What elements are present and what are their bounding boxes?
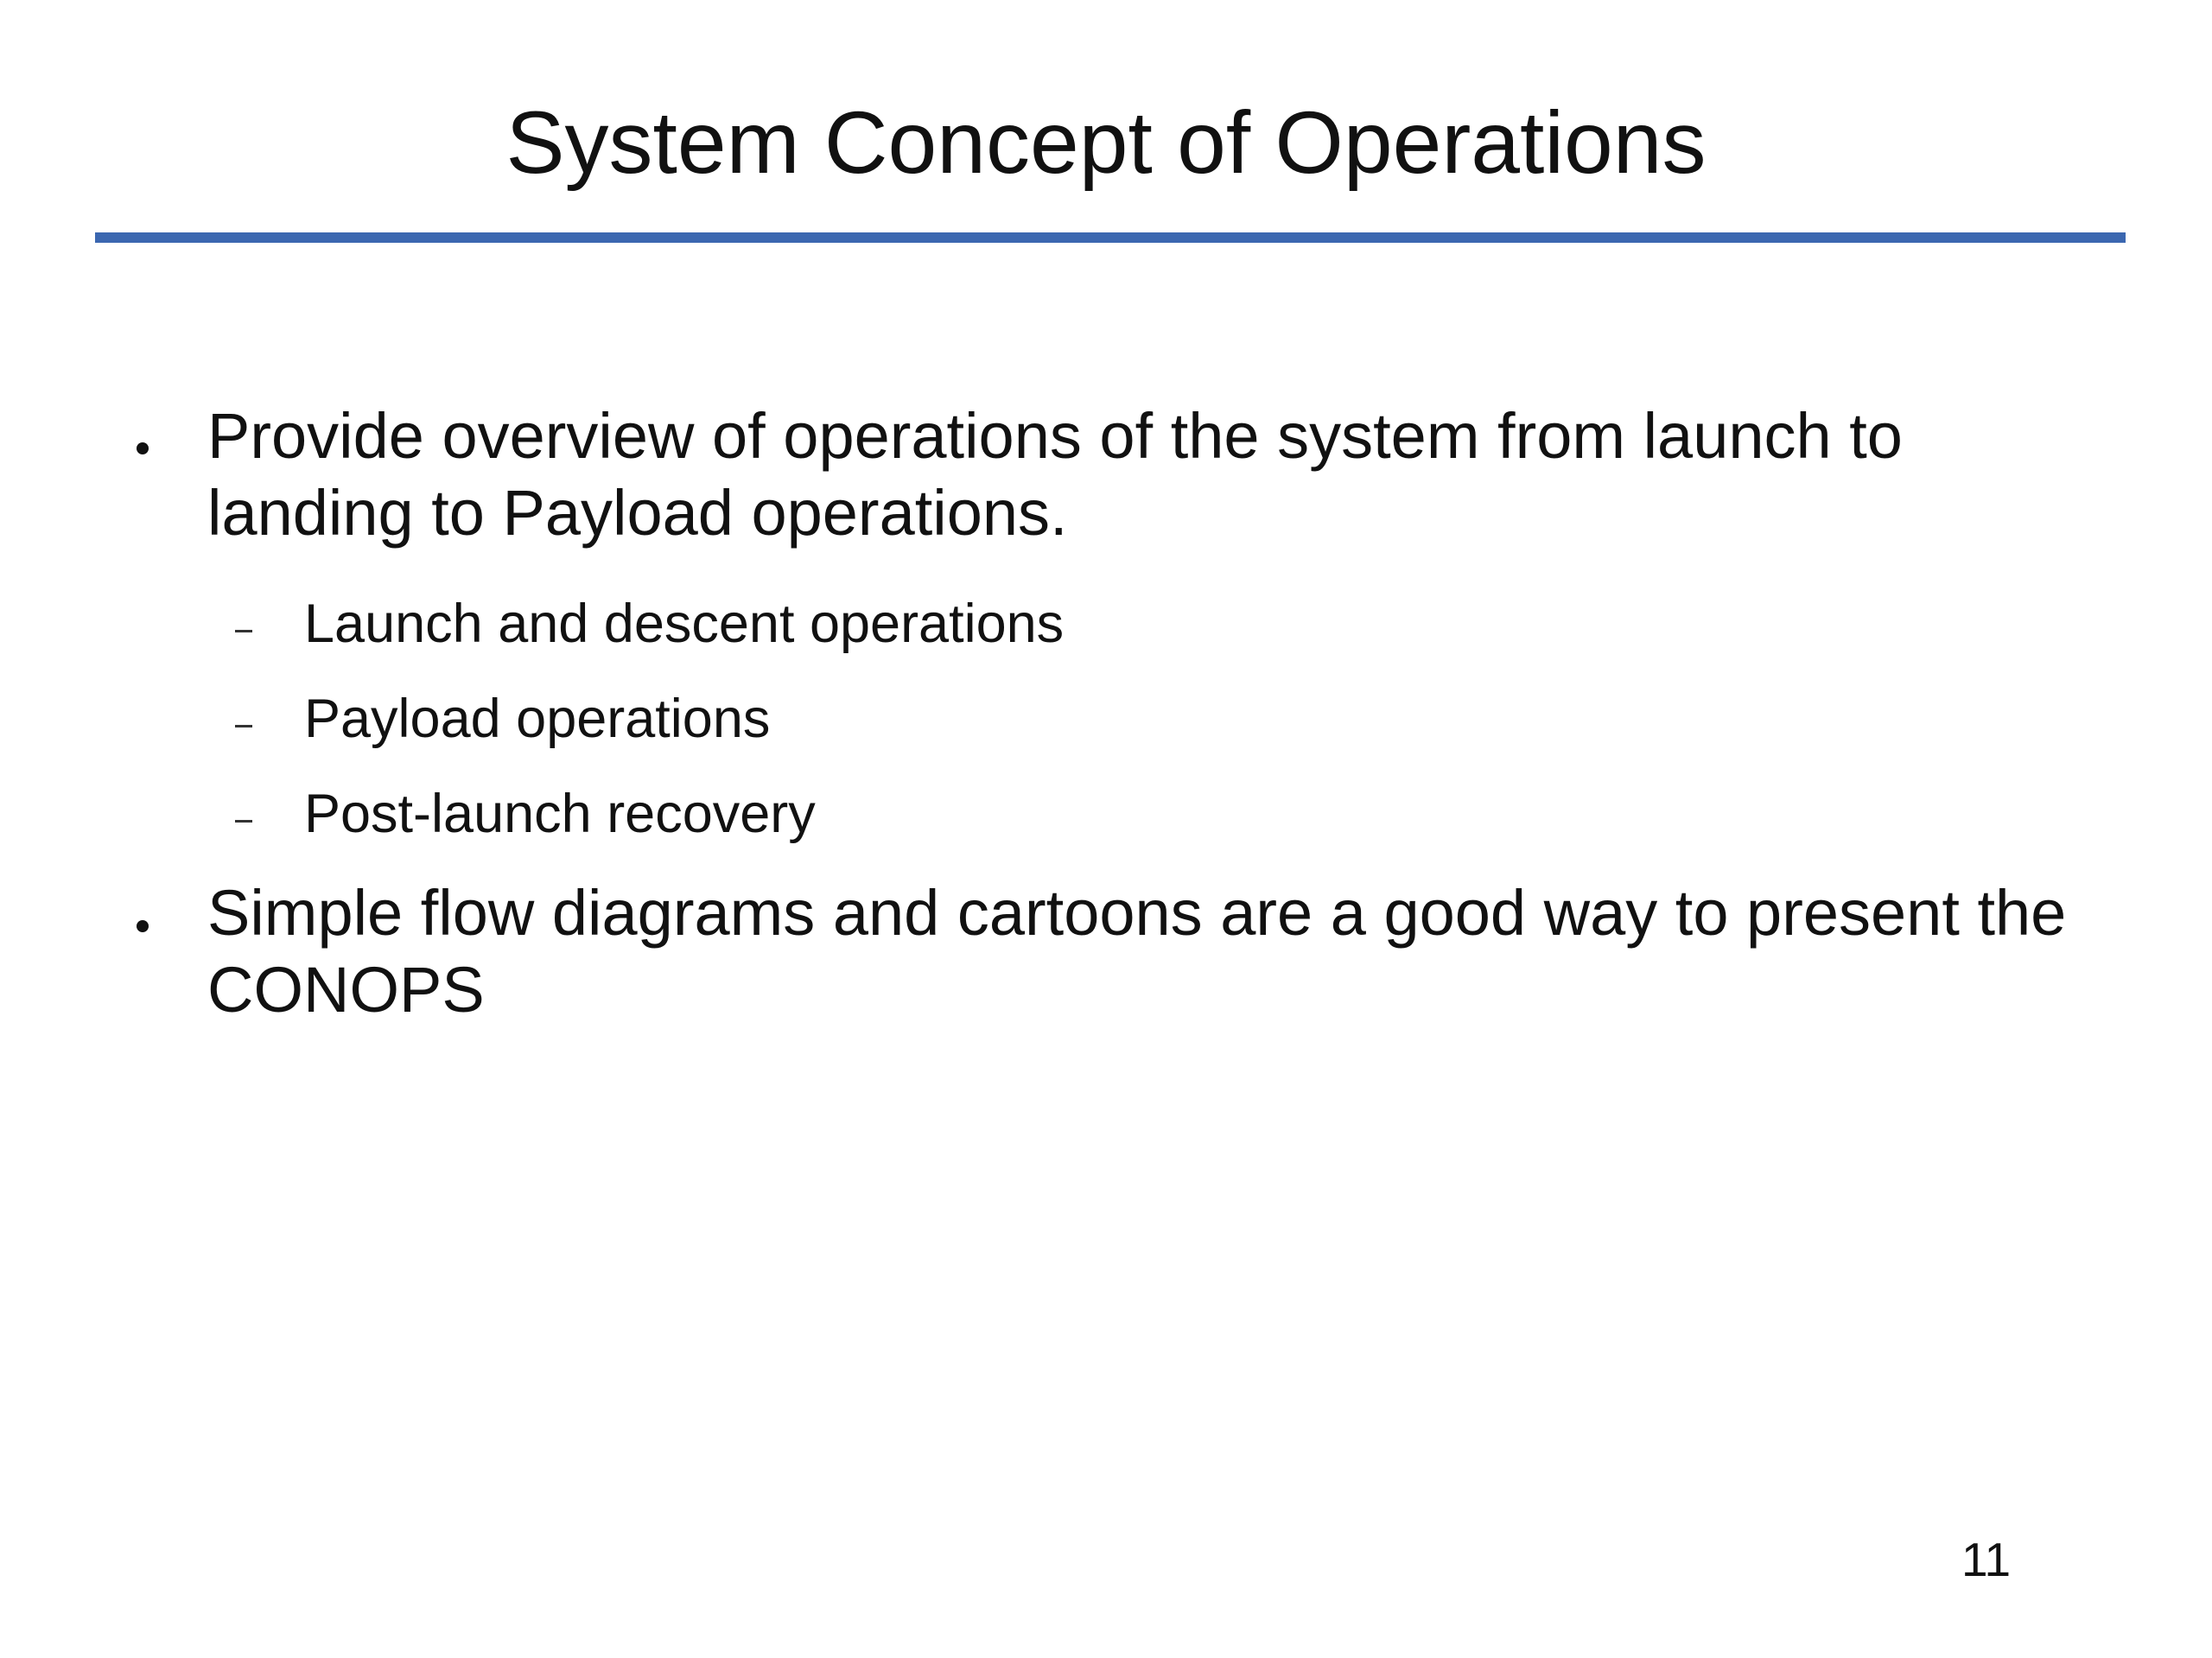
bullet-dot-icon [137, 920, 149, 932]
page-number: 11 [1961, 1533, 2012, 1586]
slide-title: System Concept of Operations [505, 93, 1707, 192]
bullet-item: Simple flow diagrams and cartoons are a good way to present the CONOPS [207, 877, 2067, 1026]
sub-bullet-item: Payload operations [304, 689, 771, 749]
dash-icon [235, 820, 252, 823]
sub-bullet-item: Post-launch recovery [304, 784, 816, 844]
dash-icon [235, 725, 252, 727]
bullet-item: Provide overview of operations of the system from launch to landing to Payload operations. [207, 400, 1903, 549]
bullet-dot-icon [137, 442, 149, 454]
title-divider [95, 232, 2126, 243]
dash-icon [235, 630, 252, 632]
sub-bullet-item: Launch and descent operations [304, 594, 1065, 654]
